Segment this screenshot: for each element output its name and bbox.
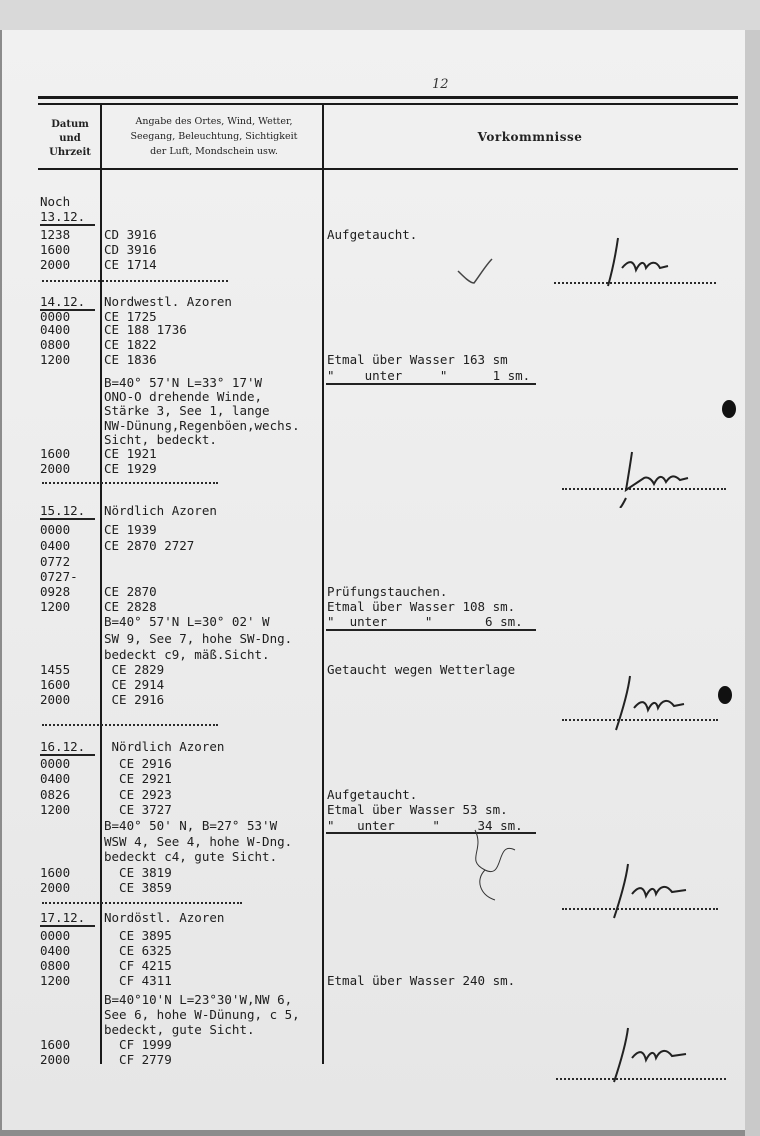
entry-position: CE 2921 xyxy=(104,771,172,786)
entry-date-time: 0727- xyxy=(40,569,78,584)
entry-date-time: 0000 xyxy=(40,522,71,537)
entry-position: CE 188 1736 xyxy=(104,322,187,337)
day-separator xyxy=(42,280,228,282)
entry-date-time: Noch xyxy=(40,194,71,209)
entry-date-time: 1600 xyxy=(40,865,71,880)
punch-hole xyxy=(722,400,736,418)
date-underline xyxy=(40,925,95,927)
entry-date-time: 1200 xyxy=(40,352,71,367)
entry-position: bedeckt c9, mäß.Sicht. xyxy=(104,647,270,662)
signature-lenke xyxy=(608,1026,708,1086)
entry-date-time: 0400 xyxy=(40,943,71,958)
entry-date-time: 1600 xyxy=(40,1037,71,1052)
entry-date-time: 0000 xyxy=(40,756,71,771)
signature-lenke xyxy=(598,232,688,292)
entry-event: " unter " 6 sm. xyxy=(327,614,523,629)
punch-hole xyxy=(718,686,732,704)
entry-position: Sicht, bedeckt. xyxy=(104,432,217,447)
entry-position: CE 2870 xyxy=(104,584,157,599)
entry-position: B=40° 57'N L=33° 17'W xyxy=(104,375,263,390)
entry-date-time: 2000 xyxy=(40,880,71,895)
header-date: Datum und Uhrzeit xyxy=(49,119,91,158)
entry-position: CE 2914 xyxy=(104,677,165,692)
page-right-edge xyxy=(745,30,760,1136)
col-divider-1 xyxy=(100,104,102,1064)
entry-date-time: 1238 xyxy=(40,227,71,242)
entry-date-time: 0000 xyxy=(40,928,71,943)
entry-date-time: 14.12. xyxy=(40,294,86,309)
day-separator xyxy=(42,482,218,484)
entry-position: CE 1714 xyxy=(104,257,157,272)
entry-position: CE 3819 xyxy=(104,865,172,880)
entry-position: CE 2916 xyxy=(104,692,165,707)
entry-date-time: 1455 xyxy=(40,662,71,677)
top-rule xyxy=(38,96,738,99)
entry-date-time: 0800 xyxy=(40,958,71,973)
entry-position: CE 2923 xyxy=(104,787,172,802)
etmal-underline xyxy=(326,629,536,631)
entry-position: See 6, hohe W-Dünung, c 5, xyxy=(104,1007,300,1022)
etmal-underline xyxy=(326,383,536,385)
header-location: Angabe des Ortes, Wind, Wetter, Seegang, Beleuchtung, Sichtigkeit der Luft, Mondschein usw. xyxy=(130,116,298,157)
entry-position: CE 3859 xyxy=(104,880,172,895)
entry-position: ONO-O drehende Winde, xyxy=(104,389,263,404)
entry-date-time: 2000 xyxy=(40,461,71,476)
entry-event: Aufgetaucht. xyxy=(327,787,418,802)
entry-date-time: 2000 xyxy=(40,1052,71,1067)
entry-event: Etmal über Wasser 108 sm. xyxy=(327,599,516,614)
entry-position: CF 4311 xyxy=(104,973,172,988)
entry-event: Etmal über Wasser 163 sm xyxy=(327,352,508,367)
entry-date-time: 16.12. xyxy=(40,739,86,754)
entry-position: SW 9, See 7, hohe SW-Dng. xyxy=(104,631,293,646)
entry-position: CE 3895 xyxy=(104,928,172,943)
entry-position: B=40° 57'N L=30° 02' W xyxy=(104,614,270,629)
entry-position: CE 2828 xyxy=(104,599,157,614)
entry-position: CE 1939 xyxy=(104,522,157,537)
entry-position: bedeckt, gute Sicht. xyxy=(104,1022,255,1037)
signature-lenke xyxy=(608,672,708,732)
entry-position: CE 3727 xyxy=(104,802,172,817)
entry-event: Etmal über Wasser 53 sm. xyxy=(327,802,508,817)
entry-date-time: 0400 xyxy=(40,538,71,553)
entry-date-time: 2000 xyxy=(40,257,71,272)
day-separator xyxy=(42,724,218,726)
fiber-mark xyxy=(455,820,545,910)
entry-event: Prüfungstauchen. xyxy=(327,584,448,599)
entry-date-time: 0400 xyxy=(40,322,71,337)
entry-date-time: 1200 xyxy=(40,973,71,988)
entry-event: Etmal über Wasser 240 sm. xyxy=(327,973,516,988)
entry-position: CE 1929 xyxy=(104,461,157,476)
entry-date-time: 15.12. xyxy=(40,503,86,518)
entry-date-time: 1600 xyxy=(40,446,71,461)
col-divider-2 xyxy=(322,104,324,1064)
entry-position: CF 1999 xyxy=(104,1037,172,1052)
entry-position: CE 1725 xyxy=(104,309,157,324)
entry-date-time: 1200 xyxy=(40,802,71,817)
entry-event: Getaucht wegen Wetterlage xyxy=(327,662,516,677)
entry-position: NW-Dünung,Regenböen,wechs. xyxy=(104,418,300,433)
entry-date-time: 1600 xyxy=(40,677,71,692)
entry-position: CE 1921 xyxy=(104,446,157,461)
signature-lenke xyxy=(606,860,706,920)
entry-date-time: 0000 xyxy=(40,309,71,324)
entry-position: CE 1836 xyxy=(104,352,157,367)
entry-event: " unter " 1 sm. xyxy=(327,368,531,383)
entry-position: CF 4215 xyxy=(104,958,172,973)
entry-date-time: 0826 xyxy=(40,787,71,802)
signature-lenke xyxy=(618,448,708,508)
entry-position: CF 2779 xyxy=(104,1052,172,1067)
scan-top-strip xyxy=(0,0,760,30)
entry-position: Nördlich Azoren xyxy=(104,503,217,518)
entry-date-time: 13.12. xyxy=(40,209,86,224)
entry-position: CE 1822 xyxy=(104,337,157,352)
entry-position: B=40° 50' N, B=27° 53'W xyxy=(104,818,278,833)
entry-position: CE 6325 xyxy=(104,943,172,958)
entry-position: Nördlich Azoren xyxy=(104,739,225,754)
entry-date-time: 1600 xyxy=(40,242,71,257)
entry-position: B=40°10'N L=23°30'W,NW 6, xyxy=(104,992,293,1007)
entry-position: CD 3916 xyxy=(104,227,157,242)
entry-position: Nordwestl. Azoren xyxy=(104,294,232,309)
entry-position: bedeckt c4, gute Sicht. xyxy=(104,849,278,864)
entry-position: CE 2870 2727 xyxy=(104,538,195,553)
page-number: 12 xyxy=(432,77,449,92)
entry-date-time: 1200 xyxy=(40,599,71,614)
top-rule-thin xyxy=(38,103,738,105)
entry-position: Stärke 3, See 1, lange xyxy=(104,403,270,418)
date-underline xyxy=(40,224,95,226)
pencil-check-mark xyxy=(440,255,500,290)
entry-position: Nordöstl. Azoren xyxy=(104,910,225,925)
entry-date-time: 17.12. xyxy=(40,910,86,925)
entry-date-time: 0400 xyxy=(40,771,71,786)
entry-event: " unter " 34 sm. xyxy=(327,818,523,833)
entry-date-time: 0772 xyxy=(40,554,71,569)
day-separator xyxy=(42,902,242,904)
entry-date-time: 0928 xyxy=(40,584,71,599)
entry-position: CE 2916 xyxy=(104,756,172,771)
date-underline xyxy=(40,518,95,520)
entry-position: CD 3916 xyxy=(104,242,157,257)
entry-position: WSW 4, See 4, hohe W-Dng. xyxy=(104,834,293,849)
header-events: Vorkommnisse xyxy=(477,130,583,144)
header-rule xyxy=(38,168,738,170)
entry-date-time: 2000 xyxy=(40,692,71,707)
entry-date-time: 0800 xyxy=(40,337,71,352)
entry-position: CE 2829 xyxy=(104,662,165,677)
entry-event: Aufgetaucht. xyxy=(327,227,418,242)
